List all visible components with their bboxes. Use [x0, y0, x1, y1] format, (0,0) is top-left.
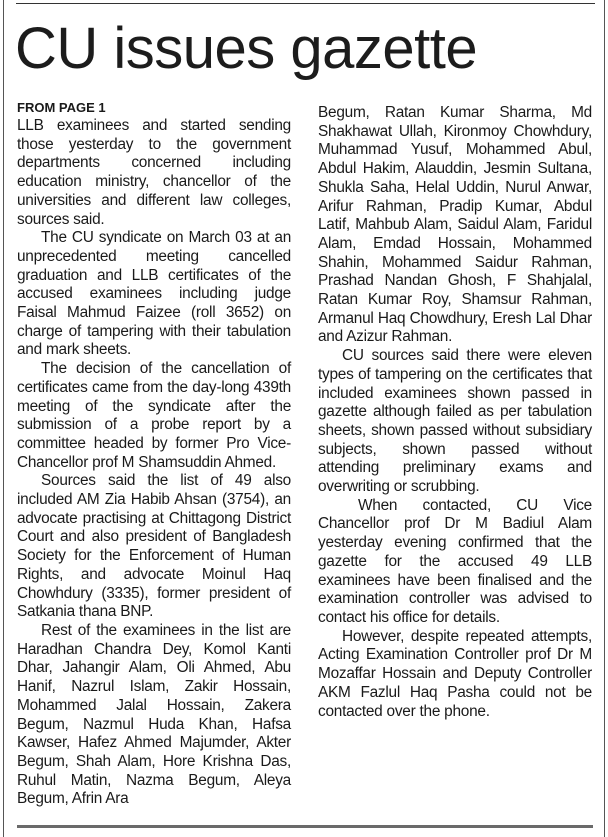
article-paragraph: The CU syndicate on March 03 at an unprecedented meeting cancelled graduation and LLB certificates of the accused examinees including judge Faisal Mahmud Faizee (roll 3652) on charge of tampering with their tabulation and mark sheets.	[17, 229, 291, 359]
article-headline: CU issues gazette	[15, 16, 478, 81]
frame-border-right	[604, 0, 605, 837]
article-column-right	[318, 104, 592, 721]
article-paragraph: However, despite repeated attempts, Acting Examination Controller prof Dr M Mozaffar Hossain and Deputy Controller AKM Fazlul Haq Pasha could not be contacted over the phone.	[318, 627, 592, 720]
article-paragraph: When contacted, CU Vice Chancellor prof Dr M Badiul Alam yesterday evening confirmed that the gazette for the accused 49 LLB examinees have been finalised and the examination controller was advised to contact his office for details.	[318, 496, 592, 626]
bottom-rule-divider	[17, 825, 593, 828]
article-paragraph: Begum, Ratan Kumar Sharma, Md Shakhawat Ullah, Kironmoy Chowhdury, Muhammad Yusuf, Mohammed Abul, Abdul Hakim, Alauddin, Jesmin Sultana, Shukla Saha, Helal Uddin, Nurul Anwar, Arifur Rahman, Pradip Kumar, Abdul Latif, Mahbub Alam, Saidul Alam, Faridul Alam, Emdad Hossain, Mohammed Shahin, Mohammed Saidur Rahman, Prashad Nandan Ghosh, F Shahjalal, Ratan Kumar Roy, Shamsur Rahman, Armanul Haq Chowdhury, Eresh Lal Dhar and Azizur Rahman.	[318, 104, 592, 346]
frame-border-left	[3, 0, 4, 837]
continuation-kicker: FROM PAGE 1	[17, 100, 106, 115]
article-column-left	[17, 100, 291, 809]
article-paragraph: LLB examinees and started sending those yesterday to the government departments concerned including education ministry, chancellor of the universities and different law colleges, sources said.	[17, 117, 291, 228]
article-paragraph: CU sources said there were eleven types of tampering on the certificates that included examinees shown passed in gazette although failed as per tabulation sheets, shown passed without subsidiary subjects, shown passed without attending preliminary exams and overwriting or scrubbing.	[318, 347, 592, 496]
top-rule-divider	[16, 3, 595, 4]
article-paragraph: The decision of the cancellation of certificates came from the day-long 439th meeting of the syndicate after the submission of a probe report by a committee headed by former Pro Vice-Chancellor prof M Shamsuddin Ahmed.	[17, 360, 291, 471]
article-paragraph: Sources said the list of 49 also included AM Zia Habib Ahsan (3754), an advocate practising at Chittagong District Court and also president of Bangladesh Society for the Enforcement of Human Rights, and advocate Moinul Haq Chowhdury (3335), former president of Satkania thana BNP.	[17, 472, 291, 621]
article-paragraph: Rest of the examinees in the list are Haradhan Chandra Dey, Komol Kanti Dhar, Jahangir Alam, Oli Ahmed, Abu Hanif, Nazrul Islam, Zakir Hossain, Mohammed Jalal Hossain, Zakera Begum, Nazmul Huda Khan, Hafsa Kawser, Hafez Ahmed Majumder, Akter Begum, Shah Alam, Hore Krishna Das, Ruhul Matin, Nazma Begum, Aleya Begum, Afrin Ara	[17, 621, 291, 808]
